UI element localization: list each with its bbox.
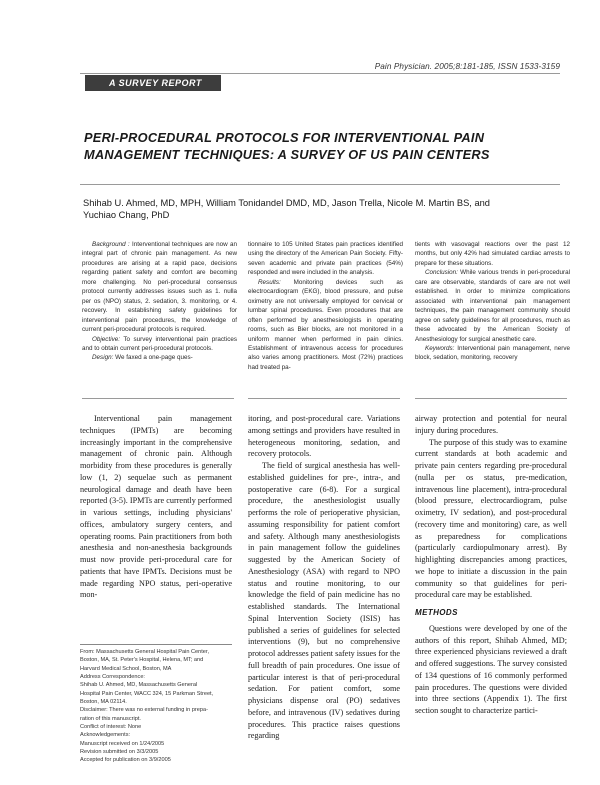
footnote-line: Shihab U. Ahmed, MD, Massachusetts General: [80, 682, 198, 689]
footnote-line: Conflict of interest: None: [80, 724, 142, 731]
abstract-rule-1: [82, 398, 234, 399]
body-paragraph: Questions were developed by one of the authors of this report, Shihab Ahmed, MD; three experienced physicians reviewed a draft and offered suggestions. The survey consisted of 134 questions of 16 commonly performed pain procedures. The questions were divided into three sections (Appendix 1). The first section sought to characterize partici-: [415, 623, 567, 715]
footnote-line: Harvard Medical School, Boston, MA: [80, 665, 172, 672]
title-line-1: PERI-PROCEDURAL PROTOCOLS FOR INTERVENTIONAL PAIN: [84, 130, 485, 145]
abstract-background: Background : Interventional techniques are now an integral part of chronic pain management. As new procedures are arising at a rapid pace, decisions regarding patient safety and comfort are becoming more challenging. No peri-procedural consensus protocol currently addresses issues such as 1. nulla per os (NPO) status, 2. sedation, 3. monitoring, or 4. recovery. In establishing safety guidelines for interventional pain procedures, the knowledge of current peri-procedural protocols is required.: [82, 241, 238, 334]
intro-paragraph: Interventional pain management techniques (IPMTs) are becoming increasingly important in the comprehensive management of chronic pain. Although morbidity from these procedures is generally low (1, 2) sequelae such as permanent neurological damage and death have been reported (3-5). IPMTs are currently performed in various settings, including physicians' offices, ambulatory surgery centers, and operating rooms. Pain practitioners from both anesthesia and non-anesthesia backgrounds must now provide peri-procedural care for patients that have IPMTs. Decisions must be made regarding NPO status, peri-operative mon-: [80, 414, 232, 600]
abstract-column-2: [248, 240, 403, 372]
journal-citation: Pain Physician. 2005;8:181-185, ISSN 1533-3159: [374, 62, 560, 71]
abstract-design: Design: We faxed a one-page ques-: [92, 354, 193, 362]
body-paragraph: The field of surgical anesthesia has well-established guidelines for pre-, intra-, and postoperative care (6-8). For a surgical procedure, the anesthesiologist usually performs the role of perioperative physician, assuming responsibility for patient comfort and safety. Although many anesthesiologists in pain management follow the guidelines suggested by the American Society of Anesthesiology (ASA) with regard to NPO status and routine monitoring, to our knowledge the field of pain medicine has no established standards. The International Spinal Intervention Society (ISIS) has published a series of guidelines for selected interventions (9), but no comprehensive protocol addresses patient safety issues for the full breadth of pain procedures. One issue of particular interest is that of peri-procedural sedation. For patient comfort, some physicians dispense oral (PO) sedatives before, and intravenous (IV) sedatives during procedures. This practice raises questions regarding: [248, 461, 400, 741]
body-paragraph: airway protection and potential for neural injury during procedures.: [415, 414, 567, 435]
abstract-design-cont: tionnaire to 105 United States pain practices identified using the directory of the American Pain Society. Fifty-seven academic and private pain practices (54%) responded and were included in the analysis.: [248, 241, 403, 277]
body-column-1: [80, 413, 232, 601]
abstract-keywords: Keywords: Interventional pain management, nerve block, sedation, monitoring, recovery: [415, 344, 570, 362]
footnote-line: Acknowledgements:: [80, 732, 131, 739]
footnote-block: [80, 648, 232, 765]
header-rule: [80, 73, 560, 74]
footnote-line: Manuscript received on 1/24/2005: [80, 740, 165, 747]
authors-line-1: Shihab U. Ahmed, MD, MPH, William Tonidandel DMD, MD, Jason Trella, Nicole M. Martin BS, and: [83, 198, 490, 208]
abstract-rule-2: [248, 398, 400, 399]
footnote-line: Accepted for publication on 3/9/2005: [80, 757, 171, 764]
abstract-column-1: [82, 240, 237, 363]
footnote-line: From: Massachusetts General Hospital Pain Center,: [80, 649, 210, 655]
title-rule: [80, 184, 560, 185]
authors-line-2: Yuchiao Chang, PhD: [83, 210, 170, 220]
body-column-2: [248, 413, 400, 742]
footnote-line: Revision submitted on 3/3/2005: [80, 749, 159, 756]
footnote-line: Boston, MA, St. Peter's Hospital, Helena, MT; and: [80, 657, 204, 664]
methods-heading: METHODS: [415, 608, 458, 617]
abstract-results: Results: Monitoring devices such as electrocardiogram (EKG), blood pressure, and pulse oximetry are not universally employed for cervical or lumbar spinal procedures. Even procedures that are often performed by anesthesiologists in operating rooms, such as Bier blocks, are not monitored in a uniform manner when performed in pain clinics. Establishment of intravenous access for procedures also varies among practitioners. Most (72%) practices had treated pa-: [248, 278, 403, 371]
section-banner: A SURVEY REPORT: [85, 75, 221, 91]
title-line-2: MANAGEMENT TECHNIQUES: A SURVEY OF US PAIN CENTERS: [84, 147, 490, 162]
abstract-conclusion: Conclusion: While various trends in peri-procedural care are observable, standards of care are not well established. In order to minimize complications associated with interventional pain management techniques, the pain management community should agree on safety guidelines for all procedures, much as these advocated by the American Society of Anesthesiology for surgical anesthetic care.: [415, 269, 570, 343]
article-title: [84, 129, 554, 163]
body-paragraph: The purpose of this study was to examine current standards at both academic and private pain centers regarding pre-procedural (nulla per os status, pre-medication, intravenous line placement), intra-procedural (blood pressure, electrocardiogram, pulse oximetry, IV sedation), and post-procedural (recovery time and monitoring) care, as well as preparedness for complications (particularly cardiopulmonary arrest). By highlighting discrepancies among practices, we hope to initiate a discussion in the pain community so that guidelines for peri-procedural care may be established.: [415, 437, 567, 600]
author-list: [83, 197, 563, 221]
footnote-line: Disclaimer: There was no external funding in prepa-: [80, 707, 208, 714]
footnote-line: ration of this manuscript.: [80, 715, 141, 722]
footnote-line: Boston, MA 02114.: [80, 699, 127, 706]
abstract-rule-3: [415, 398, 567, 399]
footnote-rule: [80, 644, 232, 645]
footnote-line: Address Correspondence:: [80, 674, 145, 681]
body-column-3: [415, 413, 567, 717]
body-paragraph: itoring, and post-procedural care. Variations among settings and providers have resulted in heterogeneous monitoring, sedation, and recovery protocols.: [248, 414, 400, 459]
footnote-line: Hospital Pain Center, WACC 324, 15 Parkman Street,: [80, 690, 214, 697]
abstract-results-cont: tients with vasovagal reactions over the past 12 months, but only 42% had simulated cardiac arrests to prepare for these situations.: [415, 241, 570, 267]
abstract-column-3: [415, 240, 570, 363]
abstract-objective: Objective: To survey interventional pain practices and to obtain current peri-procedural protocols.: [82, 335, 237, 352]
